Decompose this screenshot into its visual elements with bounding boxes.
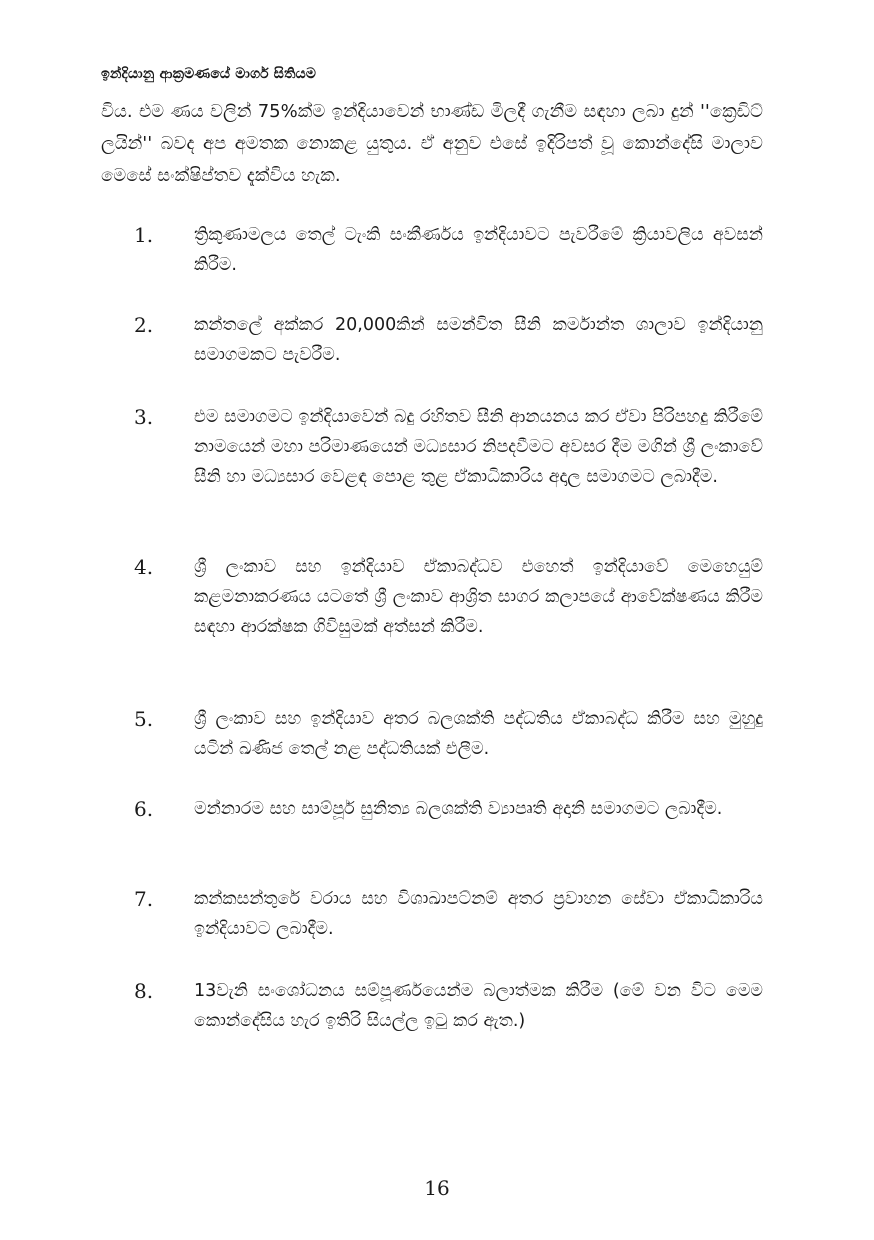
list-item-text: මන්නාරම සහ සාම්පූර් සුනිත්‍ය බලශක්ති ව්‍යාපෘති අදානි සමාගමට ලබාදීම. xyxy=(194,799,723,819)
intro-paragraph: විය. එම ණය වලින් 75%ක්ම ඉන්දියාවෙන් භාණ්ඩ මිලදී ගැනීම සඳහා ලබා දුන් ''ක්‍රෙඩිට් ලයින්'' බවද අප අමතක නොකළ යුතුය. ඒ අනුව එසේ ඉදිරිපත් වූ කොන්දේසි මාලාව මෙසේ සංක්ෂිප්තව දැක්විය හැක. xyxy=(101,101,763,186)
list-item-text: එම සමාගමට ඉන්දියාවෙන් බදු රහිතව සීනි ආනයනය කර ඒවා පිරිපහදු කිරීමේ නාමයෙන් මහා පරිමාණයෙන් මධ්‍යසාර නිපදවීමට අවසර දීම මගින් ශ්‍රී ලංකාවේ සීනි හා මධ්‍යසාර වෙළඳ පොළ තුළ ඒකාධිකාරිය අදාල සමාගමට ලබාදීම. xyxy=(194,407,763,487)
page-number: 16 xyxy=(424,1176,450,1200)
list-item-number: 1. xyxy=(134,223,154,247)
list-item-text: ශ්‍රී ලංකාව සහ ඉන්දියාව අතර බලශක්ති පද්ධතිය ඒකාබද්ධ කිරීම සහ මුහුදු යටින් ඛණිජ තෙල් නළ පද්ධතියක් එලීම. xyxy=(194,709,763,759)
list-item-text: 13වැනි සංශෝධනය සම්පූර්ණයෙන්ම බලාත්මක කිරීම (මේ වන විට මෙම කොන්දේසිය හැර ඉතිරි සියල්ල ඉටු කර ඇත.) xyxy=(194,981,763,1031)
running-header: ඉන්දියානු ආක්‍රමණයේ මාර්ග සිතියම xyxy=(101,66,317,82)
list-item-text: ශ්‍රී ලංකාව සහ ඉන්දියාව ඒකාබද්ධව එහෙත් ඉන්දියාවේ මෙහෙයුම් කළමනාකරණය යටතේ ශ්‍රී ලංකාව ආශ්‍රිත සාගර කලාපයේ ආවේක්ෂණය කිරීම සඳහා ආරක්ෂක ගිවිසුමක් අත්සන් කිරීම. xyxy=(194,557,763,637)
list-item-number: 3. xyxy=(134,405,154,429)
list-item-text: කන්තලේ අක්කර 20,000කින් සමන්විත සීනි කර්මාන්ත ශාලාව ඉන්දියානු සමාගමකට පැවරීම. xyxy=(194,315,763,365)
list-item-text: ත්‍රිකුණාමලය තෙල් ටැංකි සංකීර්ණය ඉන්දියාවට පැවරීමේ ක්‍රියාවලිය අවසන් කිරීම. xyxy=(194,225,763,275)
list-item-number: 6. xyxy=(134,797,154,821)
list-item-number: 2. xyxy=(134,313,154,337)
list-item-number: 8. xyxy=(134,979,154,1003)
list-item-text: කන්කසන්තුරේ වරාය සහ විශාඛාපට්නම් අතර ප්‍රවාහන සේවා ඒකාධිකාරිය ඉන්දියාවට ලබාදීම. xyxy=(194,889,763,939)
list-item-number: 4. xyxy=(134,555,154,579)
list-item-number: 5. xyxy=(134,707,154,731)
list-item-number: 7. xyxy=(134,887,154,911)
